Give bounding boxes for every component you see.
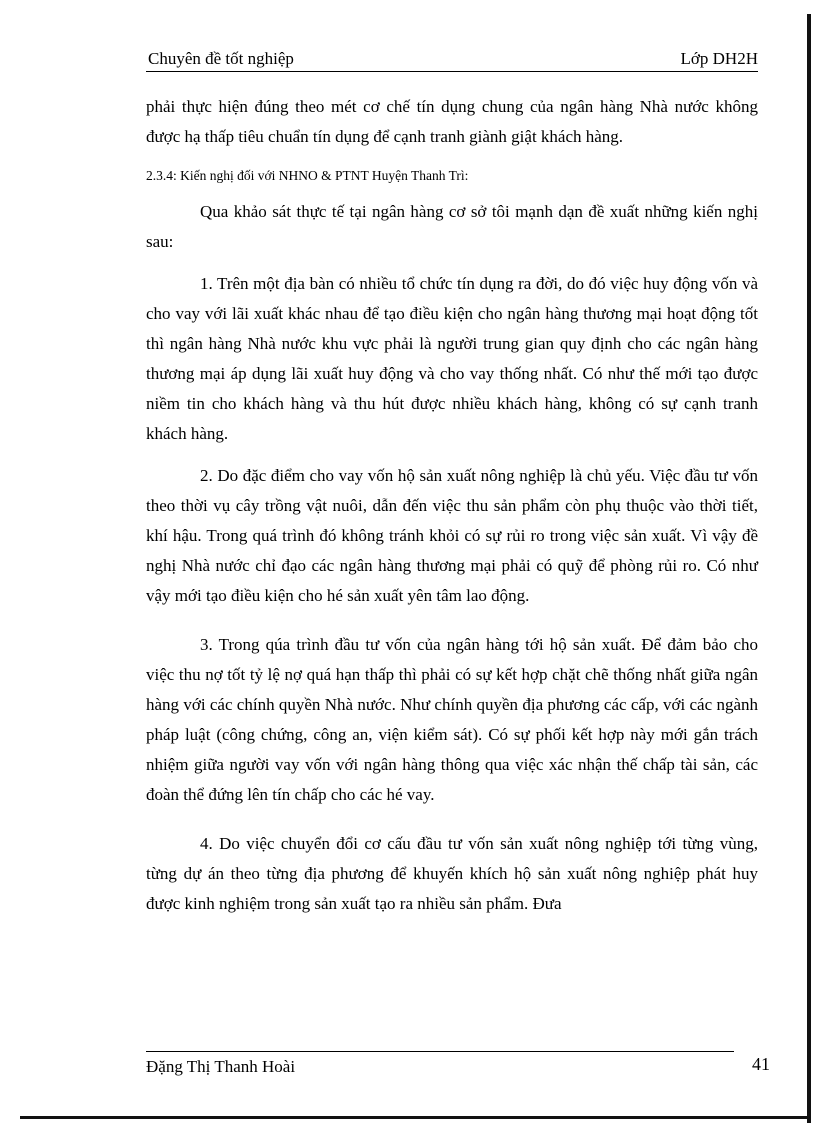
intro-paragraph: phải thực hiện đúng theo mét cơ chế tín dụng chung của ngân hàng Nhà nước không được hạ thấp tiêu chuẩn tín dụng để cạnh tranh giành giật khách hàng. <box>146 97 758 146</box>
page-header <box>146 48 758 70</box>
section-subheading: 2.3.4: Kiến nghị đối với NHNO & PTNT Huyện Thanh Trì: <box>146 168 469 183</box>
header-class: Lớp DH2H <box>680 49 758 68</box>
page-number: 41 <box>752 1054 770 1074</box>
header-title: Chuyên đề tốt nghiệp <box>148 49 294 68</box>
page-border-bottom <box>20 1116 811 1119</box>
lead-paragraph: Qua khảo sát thực tế tại ngân hàng cơ sở tôi mạnh dạn đề xuất những kiến nghị sau: <box>146 202 758 251</box>
page-border-right <box>807 14 811 1123</box>
recommendation-2: 2. Do đặc điểm cho vay vốn hộ sản xuất nông nghiệp là chủ yếu. Việc đầu tư vốn theo thời vụ cây trồng vật nuôi, dẫn đến việc thu sản phẩm còn phụ thuộc vào thời tiết, khí hậu. Trong quá trình đó không tránh khỏi có sự rủi ro trong việc sản xuất. Vì vậy đề nghị Nhà nước chỉ đạo các ngân hàng thương mại phải có quỹ để phòng rủi ro. Có như vậy mới tạo điều kiện cho hé sản xuất yên tâm lao động. <box>146 466 758 605</box>
recommendation-1: 1. Trên một địa bàn có nhiều tổ chức tín dụng ra đời, do đó việc huy động vốn và cho vay với lãi xuất khác nhau để tạo điều kiện cho ngân hàng thương mại hoạt động tốt thì ngân hàng Nhà nước khu vực phải là người trung gian quy định cho các ngân hàng thương mại áp dụng lãi xuất huy động và cho vay thống nhất. Có như thế mới tạo được niềm tin cho khách hàng và thu hút được nhiều khách hàng, không có sự cạnh tranh khách hàng. <box>146 274 758 443</box>
recommendation-4: 4. Do việc chuyển đổi cơ cấu đầu tư vốn sản xuất nông nghiệp tới từng vùng, từng dự án theo từng địa phương để khuyến khích hộ sản xuất nông nghiệp phát huy được kinh nghiệm trong sản xuất tạo ra nhiều sản phẩm. Đưa <box>146 834 758 913</box>
page-body <box>146 92 758 919</box>
recommendation-3: 3. Trong qúa trình đầu tư vốn của ngân hàng tới hộ sản xuất. Để đảm bảo cho việc thu nợ tốt tỷ lệ nợ quá hạn thấp thì phải có sự kết hợp chặt chẽ thống nhất giữa ngân hàng với các chính quyền Nhà nước. Như chính quyền địa phương các cấp, với các ngành pháp luật (công chứng, công an, viện kiểm sát). Có sự phối kết hợp này mới gắn trách nhiệm giữa người vay vốn với ngân hàng thông qua việc xác nhận thế chấp tài sản, các đoàn thể đứng lên tín chấp cho các hé vay. <box>146 635 758 804</box>
header-divider <box>146 71 758 72</box>
footer-divider <box>146 1051 734 1052</box>
footer-author: Đặng Thị Thanh Hoài <box>146 1057 296 1076</box>
